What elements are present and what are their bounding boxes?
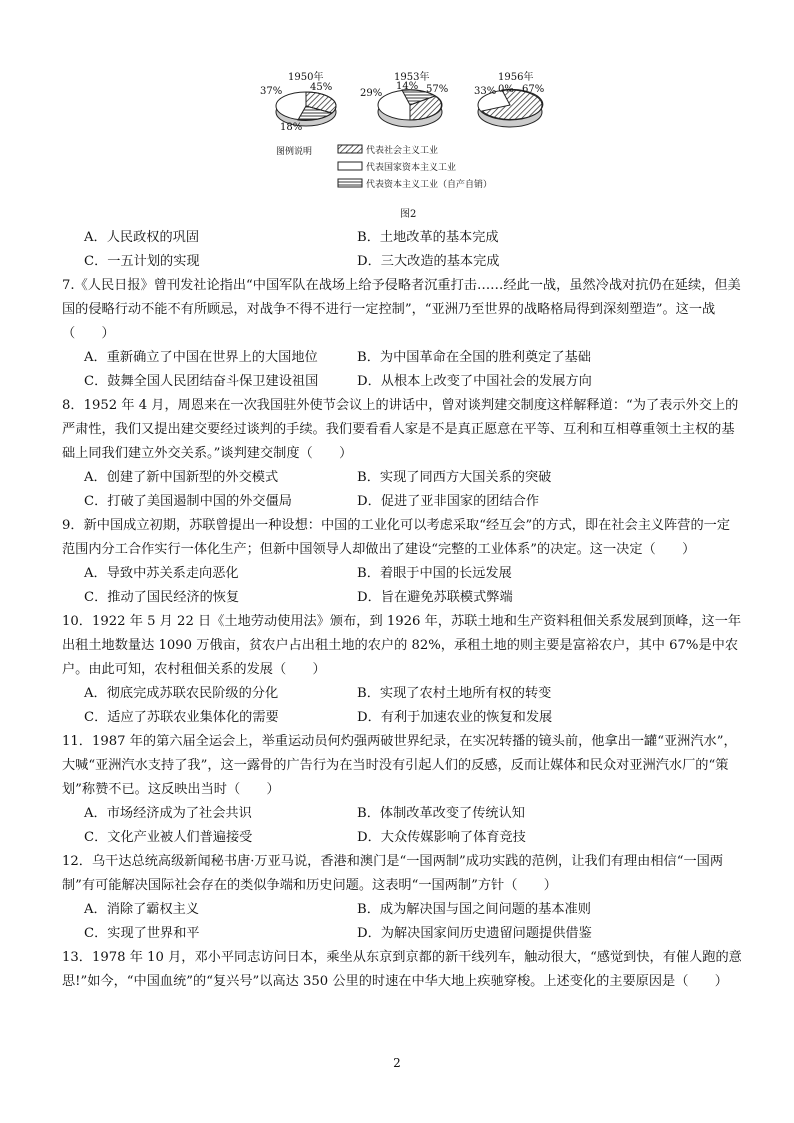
option-b[interactable] bbox=[317, 226, 572, 250]
pie-year-label: 1956年 bbox=[498, 72, 534, 83]
option-letter: D． bbox=[357, 254, 381, 269]
pie-year-label: 1953年 bbox=[394, 72, 430, 83]
option-b[interactable]: B．着眼于中国的长远发展 bbox=[357, 566, 512, 581]
option-a[interactable]: A．消除了霸权主义 bbox=[84, 902, 200, 917]
question-7 bbox=[62, 274, 742, 394]
question-stem: 11．1987 年的第六届全运会上，举重运动员何灼强两破世界纪录，在实况转播的镜头前，他拿出一罐“亚洲汽水”，大喊“亚洲汽水支持了我”，这一露骨的广告行为在当时没有引起人们的反感，反而让媒体和民众对亚洲汽水厂的“策划”称赞不已。这反映出当时（ ） bbox=[62, 734, 737, 797]
question-stem: 9．新中国成立初期，苏联曾提出一种设想：中国的工业化可以考虑采取“经互会”的方式，即在社会主义阵营的一定范围内分工合作实行一体化生产；但新中国领导人却做出了建设“完整的工业体系”的决定。这一决定（ ） bbox=[62, 518, 731, 557]
legend-item: 代表社会主义工业 bbox=[366, 146, 439, 156]
pie-year-label: 1950年 bbox=[288, 72, 324, 83]
legend-item: 代表资本主义工业（自产自销） bbox=[366, 180, 493, 190]
question-10 bbox=[62, 610, 742, 730]
options bbox=[62, 802, 742, 850]
page-number: 2 bbox=[393, 1056, 401, 1070]
options bbox=[62, 466, 742, 514]
option-c[interactable]: C．推动了国民经济的恢复 bbox=[84, 590, 240, 605]
option-d[interactable]: D．促进了亚非国家的团结合作 bbox=[357, 494, 540, 509]
pie-percent-label: 45% bbox=[310, 82, 333, 93]
option-letter: A． bbox=[84, 230, 107, 245]
option-d[interactable]: D．大众传媒影响了体育竞技 bbox=[357, 830, 526, 845]
option-text: 人民政权的巩固 bbox=[106, 230, 200, 245]
option-a[interactable]: A．创建了新中国新型的外交模式 bbox=[84, 470, 279, 485]
option-text: 土地改革的基本完成 bbox=[379, 230, 499, 245]
question-8 bbox=[62, 394, 742, 514]
option-d[interactable]: D．为解决国家间历史遗留问题提供借鉴 bbox=[357, 926, 592, 941]
option-text: 一五计划的实现 bbox=[107, 254, 200, 269]
option-c[interactable]: C．鼓舞全国人民团结奋斗保卫建设祖国 bbox=[84, 374, 319, 389]
option-letter: C． bbox=[84, 254, 108, 269]
pie-1950 bbox=[276, 92, 336, 126]
pie-percent-label: 37% bbox=[260, 86, 283, 97]
question-stem: 7.《人民日报》曾刊发社论指出“中国军队在战场上给予侵略者沉重打击……经此一战，虽然冷战对抗仍在延续，但美国的侵略行动不能不有所顾忌，对战争不得不进行一定控制”，“亚洲乃至世界的战略格局得到深刻塑造”。这一战（ ） bbox=[62, 278, 741, 341]
figure-caption: 图2 bbox=[400, 209, 417, 220]
question-stem: 8．1952 年 4 月，周恩来在一次我国驻外使节会议上的讲话中，曾对谈判建交制度这样解释道：“为了表示外交上的严肃性，我们又提出建交要经过谈判的手续。我们要看看人家是不是真正愿意在平等、互利和互相尊重领土主权的基础上同我们建立外交关系。”谈判建交制度（ ） bbox=[62, 398, 739, 461]
pie-percent-label: 18% bbox=[280, 122, 303, 133]
question-stem: 13．1978 年 10 月，邓小平同志访问日本，乘坐从东京到京都的新干线列车，触动很大，“感觉到快，有催人跑的意思!”如今，“中国血统”的“复兴号”以高达 350 公里的时速在中华大地上疾驰穿梭。上述变化的主要原因是（ ） bbox=[62, 950, 742, 989]
pie-percent-label: 0% bbox=[498, 84, 514, 95]
question-list bbox=[62, 274, 742, 994]
option-d[interactable] bbox=[317, 250, 572, 274]
options bbox=[62, 898, 742, 946]
option-c[interactable]: C．打破了美国遏制中国的外交僵局 bbox=[84, 494, 292, 509]
pie-percent-label: 33% bbox=[474, 86, 497, 97]
option-b[interactable]: B．实现了农村土地所有权的转变 bbox=[357, 686, 552, 701]
option-c[interactable]: C．文化产业被人们普遍接受 bbox=[84, 830, 253, 845]
option-b[interactable]: B．体制改革改变了传统认知 bbox=[357, 806, 525, 821]
question-13 bbox=[62, 946, 742, 994]
option-letter: B． bbox=[357, 230, 380, 245]
option-a[interactable]: A．彻底完成苏联农民阶级的分化 bbox=[84, 686, 279, 701]
option-c[interactable] bbox=[62, 250, 317, 274]
pie-percent-label: 67% bbox=[522, 84, 545, 95]
option-a[interactable] bbox=[62, 226, 317, 250]
question-stem: 10．1922 年 5 月 22 日《土地劳动使用法》颁布，到 1926 年，苏联土地和生产资料租佃关系发展到顶峰，这一年出租土地数量达 1090 万俄亩，贫农户占出租土地的农户的 82%，承租土地的则主要是富裕农户，其中 67%是中农户。由此可知，农村租佃关系的发展（ ） bbox=[62, 614, 742, 677]
options bbox=[62, 562, 742, 610]
option-a[interactable]: A．导致中苏关系走向恶化 bbox=[84, 566, 239, 581]
question-12 bbox=[62, 850, 742, 946]
pie-1953 bbox=[378, 90, 442, 127]
option-b[interactable]: B．为中国革命在全国的胜利奠定了基础 bbox=[357, 350, 591, 365]
question-stem: 12．乌干达总统高级新闻秘书唐·万亚马说，香港和澳门是“一国两制”成功实践的范例，让我们有理由相信“一国两制”有可能解决国际社会存在的类似争端和历史问题。这表明“一国两制”方针（ ） bbox=[62, 854, 724, 893]
question-9 bbox=[62, 514, 742, 610]
option-b[interactable]: B．成为解决国与国之间问题的基本准则 bbox=[357, 902, 591, 917]
question-content bbox=[62, 226, 742, 994]
legend-title: 图例说明 bbox=[276, 147, 313, 157]
option-text: 三大改造的基本完成 bbox=[380, 254, 500, 269]
question-11 bbox=[62, 730, 742, 850]
option-d[interactable]: D．旨在避免苏联模式弊端 bbox=[357, 590, 513, 605]
legend-item: 代表国家资本主义工业 bbox=[366, 163, 457, 173]
option-c[interactable]: C．适应了苏联农业集体化的需要 bbox=[84, 710, 279, 725]
option-c[interactable]: C．实现了世界和平 bbox=[84, 926, 200, 941]
option-a[interactable]: A．市场经济成为了社会共识 bbox=[84, 806, 252, 821]
pie-chart-figure bbox=[260, 64, 550, 224]
option-d[interactable]: D．从根本上改变了中国社会的发展方向 bbox=[357, 374, 592, 389]
options bbox=[62, 346, 742, 394]
option-b[interactable]: B．实现了同西方大国关系的突破 bbox=[357, 470, 552, 485]
pie-percent-label: 14% bbox=[396, 81, 419, 92]
q6-options bbox=[62, 226, 742, 274]
pie-percent-label: 57% bbox=[426, 84, 449, 95]
option-d[interactable]: D．有利于加速农业的恢复和发展 bbox=[357, 710, 553, 725]
option-a[interactable]: A．重新确立了中国在世界上的大国地位 bbox=[84, 350, 318, 365]
pie-percent-label: 29% bbox=[360, 88, 383, 99]
options bbox=[62, 682, 742, 730]
